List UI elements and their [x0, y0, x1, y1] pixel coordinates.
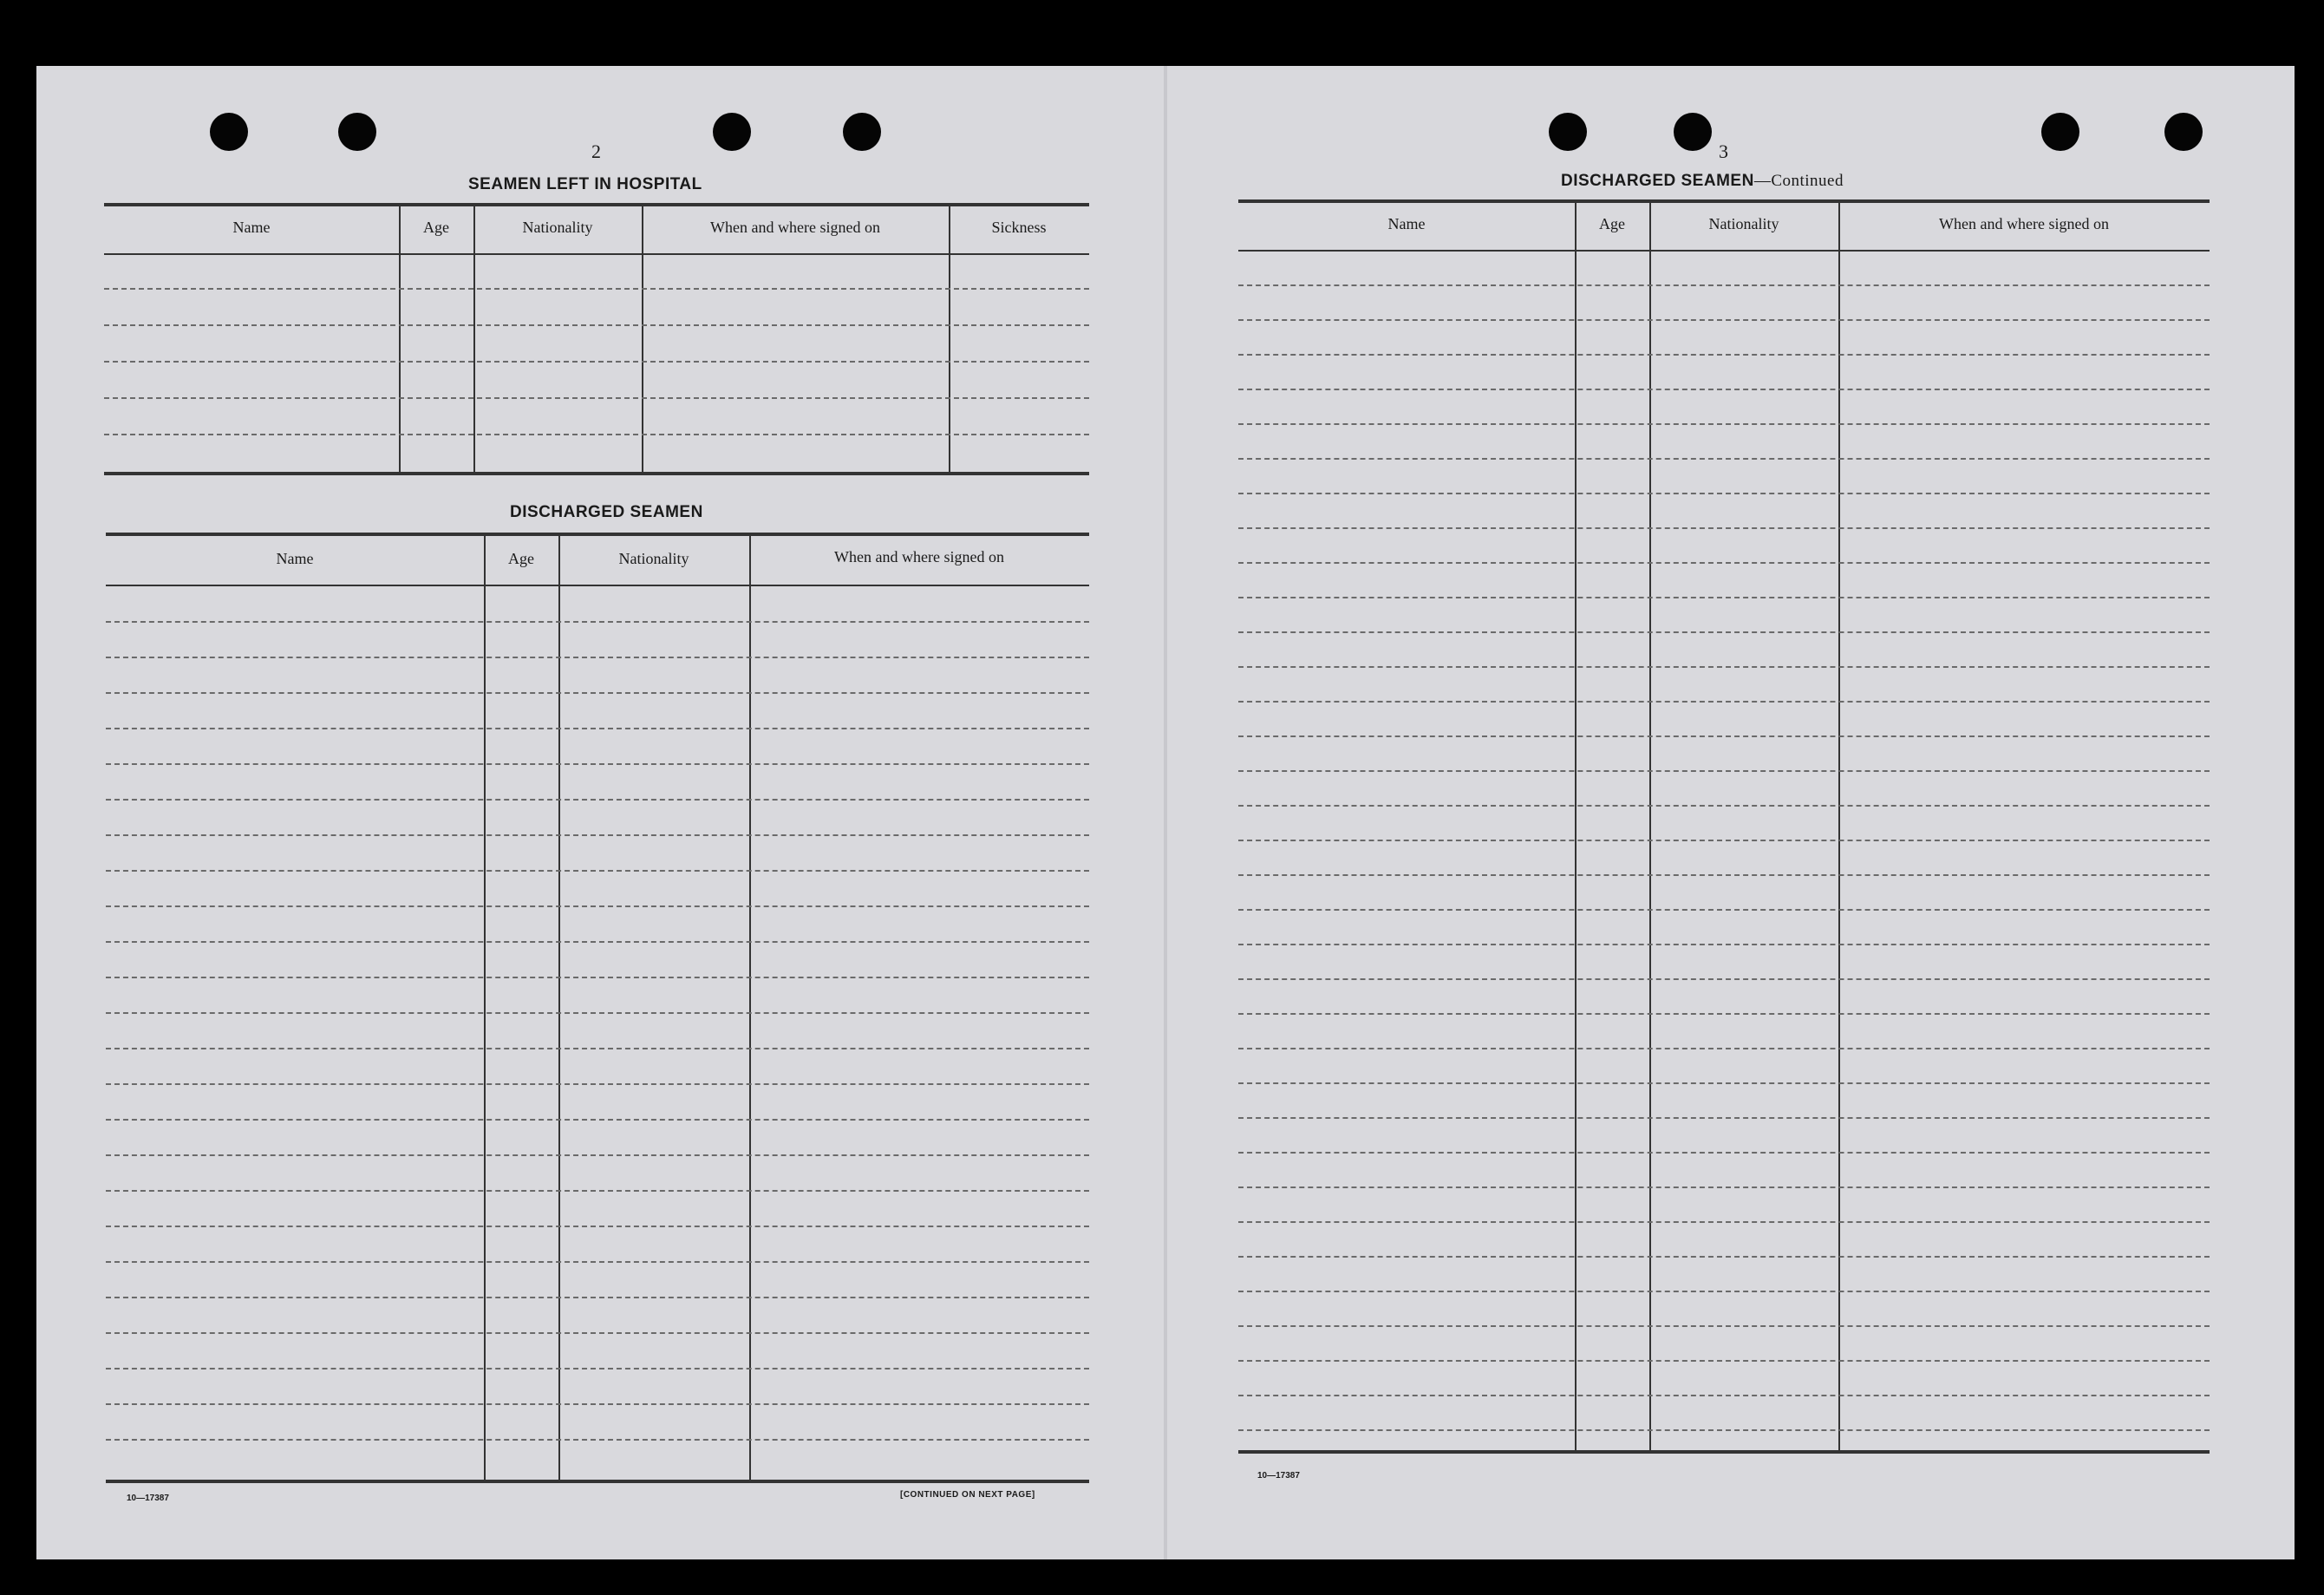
- hospital-table-title: SEAMEN LEFT IN HOSPITAL: [468, 175, 702, 193]
- continued-note: [CONTINUED ON NEXT PAGE]: [900, 1490, 1035, 1500]
- row-line: [1238, 631, 2210, 633]
- column-divider: [558, 536, 560, 1481]
- top-rule: [104, 203, 1089, 206]
- row-line: [104, 397, 1089, 399]
- row-line: [106, 692, 1089, 694]
- row-line: [1238, 840, 2210, 841]
- title-main: DISCHARGED SEAMEN: [1561, 172, 1754, 190]
- header-rule: [104, 253, 1089, 255]
- row-line: [106, 1439, 1089, 1441]
- row-line: [1238, 978, 2210, 980]
- row-line: [106, 728, 1089, 729]
- row-line: [1238, 354, 2210, 356]
- punch-hole: [843, 113, 881, 151]
- row-line: [106, 834, 1089, 836]
- row-line: [1238, 1186, 2210, 1188]
- row-line: [104, 324, 1089, 326]
- row-line: [106, 1154, 1089, 1156]
- punch-hole: [210, 113, 248, 151]
- row-line: [106, 941, 1089, 943]
- col-header-nationality: Nationality: [522, 219, 593, 236]
- row-line: [1238, 423, 2210, 425]
- page-number: 2: [591, 141, 601, 162]
- row-line: [1238, 1221, 2210, 1223]
- top-rule: [1238, 199, 2210, 203]
- col-header-name: Name: [1387, 215, 1426, 232]
- header-rule: [106, 585, 1089, 586]
- row-line: [1238, 701, 2210, 703]
- row-line: [1238, 493, 2210, 494]
- row-line: [106, 763, 1089, 765]
- col-header-signed-on: When and where signed on: [1939, 215, 2109, 232]
- row-line: [1238, 319, 2210, 321]
- row-line: [106, 1083, 1089, 1085]
- column-divider: [1838, 203, 1840, 1452]
- row-line: [1238, 1256, 2210, 1258]
- bottom-rule: [1238, 1450, 2210, 1454]
- row-line: [106, 870, 1089, 872]
- row-line: [104, 288, 1089, 290]
- punch-hole: [2164, 113, 2203, 151]
- title-suffix: —Continued: [1753, 172, 1844, 190]
- column-divider: [1649, 203, 1651, 1452]
- col-header-nationality: Nationality: [1708, 215, 1779, 232]
- col-header-signed-on: When and where signed on: [834, 548, 1004, 565]
- column-divider: [1575, 203, 1577, 1452]
- row-line: [106, 621, 1089, 623]
- row-line: [1238, 597, 2210, 598]
- punch-hole: [338, 113, 376, 151]
- col-header-nationality: Nationality: [618, 550, 689, 567]
- row-line: [1238, 944, 2210, 945]
- row-line: [1238, 666, 2210, 668]
- col-header-age: Age: [423, 219, 449, 236]
- row-line: [104, 361, 1089, 363]
- form-sheet: [36, 66, 2295, 1559]
- discharged-continued-title: [1561, 172, 1844, 191]
- column-divider: [749, 536, 751, 1481]
- row-line: [1238, 1395, 2210, 1396]
- row-line: [1238, 1082, 2210, 1084]
- row-line: [1238, 1048, 2210, 1049]
- discharged-table-title: DISCHARGED SEAMEN: [510, 503, 703, 521]
- row-line: [106, 1368, 1089, 1369]
- col-header-signed-on: When and where signed on: [710, 219, 880, 236]
- header-rule: [1238, 250, 2210, 252]
- row-line: [1238, 389, 2210, 390]
- punch-hole: [1674, 113, 1712, 151]
- discharged-table: [106, 533, 1089, 1487]
- row-line: [106, 799, 1089, 801]
- row-line: [106, 1119, 1089, 1121]
- row-line: [1238, 562, 2210, 564]
- row-line: [106, 1332, 1089, 1334]
- row-line: [106, 1261, 1089, 1263]
- page-fold: [1164, 66, 1167, 1559]
- column-divider: [484, 536, 486, 1481]
- top-rule: [106, 533, 1089, 536]
- row-line: [1238, 735, 2210, 737]
- hospital-table: [104, 203, 1089, 550]
- punch-hole: [1549, 113, 1587, 151]
- row-line: [1238, 1117, 2210, 1119]
- row-line: [1238, 458, 2210, 460]
- row-line: [1238, 527, 2210, 529]
- row-line: [106, 977, 1089, 978]
- row-line: [106, 1403, 1089, 1405]
- col-header-sickness: Sickness: [991, 219, 1047, 236]
- col-header-age: Age: [508, 550, 534, 567]
- row-line: [1238, 284, 2210, 286]
- row-line: [106, 1226, 1089, 1227]
- form-number: 10—17387: [1257, 1471, 1300, 1481]
- row-line: [106, 1012, 1089, 1014]
- row-line: [106, 657, 1089, 658]
- row-line: [1238, 874, 2210, 876]
- discharged-continued-table: [1238, 199, 2210, 1535]
- bottom-rule: [104, 472, 1089, 475]
- row-line: [1238, 770, 2210, 772]
- punch-hole: [2041, 113, 2079, 151]
- row-line: [106, 1048, 1089, 1049]
- row-line: [1238, 909, 2210, 911]
- row-line: [1238, 1325, 2210, 1327]
- row-line: [1238, 1360, 2210, 1362]
- row-line: [1238, 805, 2210, 807]
- row-line: [1238, 1429, 2210, 1431]
- punch-hole: [713, 113, 751, 151]
- bottom-rule: [106, 1480, 1089, 1483]
- row-line: [1238, 1152, 2210, 1154]
- row-line: [106, 1297, 1089, 1298]
- col-header-name: Name: [232, 219, 271, 236]
- row-line: [104, 434, 1089, 435]
- form-number: 10—17387: [127, 1494, 169, 1503]
- row-line: [106, 905, 1089, 907]
- row-line: [1238, 1013, 2210, 1015]
- col-header-age: Age: [1599, 215, 1625, 232]
- row-line: [106, 1190, 1089, 1192]
- row-line: [1238, 1291, 2210, 1292]
- col-header-name: Name: [276, 550, 314, 567]
- page-number: 3: [1719, 141, 1728, 162]
